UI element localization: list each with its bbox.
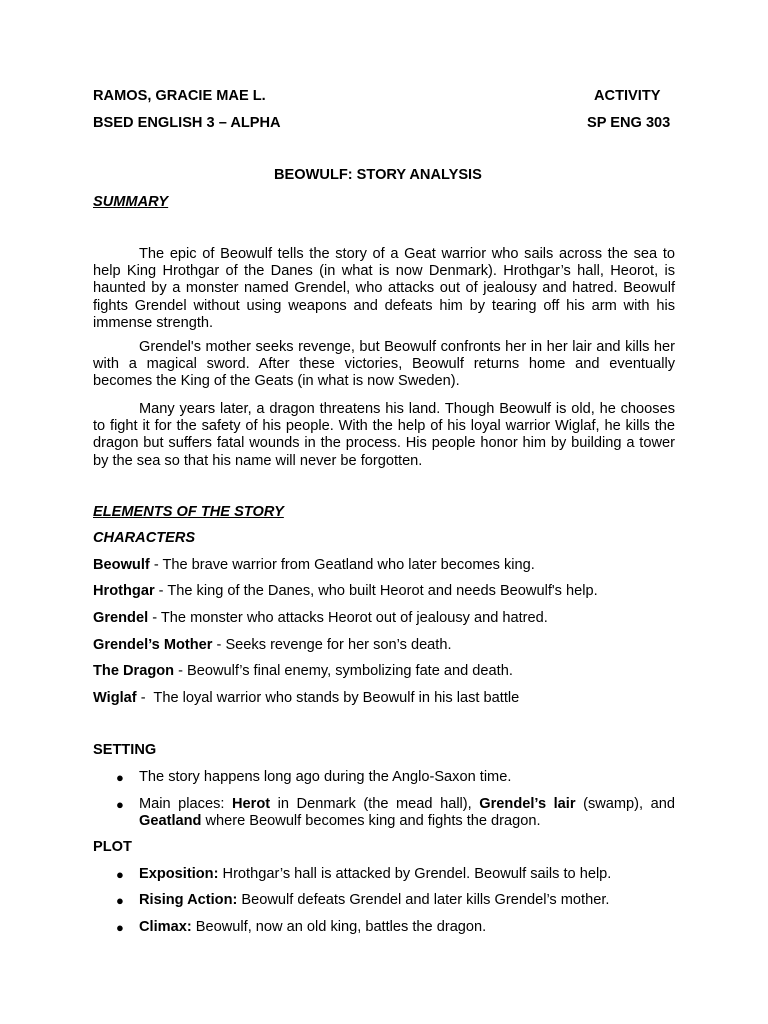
bullet-icon: ● [116, 893, 124, 908]
setting-text: (swamp), and [575, 796, 675, 812]
student-name: RAMOS, GRACIE MAE L. [93, 88, 266, 104]
character-item [93, 610, 548, 627]
character-item [93, 637, 452, 654]
place-grendels-lair: Grendel’s lair [479, 796, 576, 812]
character-name: Grendel’s Mother [93, 637, 213, 653]
character-desc: - Seeks revenge for her son’s death. [212, 637, 452, 653]
setting-item: The story happens long ago during the Anglo-Saxon time. [139, 769, 512, 785]
bullet-icon: ● [116, 920, 124, 935]
bullet-icon: ● [116, 867, 124, 882]
course-section: BSED ENGLISH 3 – ALPHA [93, 115, 281, 131]
character-desc: - The monster who attacks Heorot out of jealousy and hatred. [148, 610, 548, 626]
plot-item [139, 892, 675, 909]
summary-paragraph-2: Grendel's mother seeks revenge, but Beowulf confronts her in her lair and kills her with a magical sword. After these victories, Beowulf returns home and eventually becomes the King of the Geats (in what is now Sweden). [93, 339, 675, 390]
summary-paragraph-1: The epic of Beowulf tells the story of a Geat warrior who sails across the sea to help King Hrothgar of the Danes (in what is now Denmark). Hrothgar’s hall, Heorot, is haunted by a monster named Grendel, who attacks out of jealousy and hatred. Beowulf fights Grendel without using weapons and defeats him by tearing off his arm with his immense strength. [93, 246, 675, 331]
document-title: BEOWULF: STORY ANALYSIS [274, 167, 482, 183]
character-name: Beowulf [93, 557, 150, 573]
bullet-icon: ● [116, 770, 124, 785]
character-item [93, 690, 519, 707]
character-item [93, 663, 513, 680]
plot-heading: PLOT [93, 839, 132, 855]
place-herot: Herot [231, 796, 271, 812]
character-desc: - The loyal warrior who stands by Beowulf in his last battle [136, 690, 520, 706]
characters-heading: CHARACTERS [93, 530, 196, 546]
character-desc: - Beowulf’s final enemy, symbolizing fate and death. [174, 663, 513, 679]
plot-label: Rising Action: [139, 892, 238, 908]
summary-paragraph-3: Many years later, a dragon threatens his land. Though Beowulf is old, he chooses to fight it for the safety of his people. With the help of his loyal warrior Wiglaf, he kills the dragon but suffers fatal wounds in the process. His people honor him by building a tower by the sea so that his name will never be forgotten. [93, 401, 675, 469]
bullet-icon: ● [116, 797, 124, 812]
plot-text: Beowulf defeats Grendel and later kills Grendel’s mother. [237, 892, 610, 908]
character-name: Wiglaf [93, 690, 137, 706]
elements-heading: ELEMENTS OF THE STORY [93, 504, 284, 520]
plot-label: Exposition: [139, 866, 219, 882]
plot-text: Beowulf, now an old king, battles the dragon. [191, 919, 487, 935]
setting-heading: SETTING [93, 742, 157, 758]
setting-text: in Denmark (the mead hall), [270, 796, 480, 812]
character-name: The Dragon [93, 663, 175, 679]
place-geatland: Geatland [139, 813, 202, 830]
character-name: Hrothgar [93, 583, 155, 599]
plot-item [139, 866, 675, 883]
setting-text: where Beowulf becomes king and fights the dragon. [201, 813, 541, 830]
setting-text: Main places: [139, 796, 232, 812]
plot-item [139, 919, 675, 936]
character-desc: - The brave warrior from Geatland who later becomes king. [149, 557, 535, 573]
character-desc: - The king of the Danes, who built Heorot and needs Beowulf's help. [154, 583, 598, 599]
plot-text: Hrothgar’s hall is attacked by Grendel. Beowulf sails to help. [218, 866, 612, 882]
character-item [93, 583, 598, 600]
character-name: Grendel [93, 610, 149, 626]
setting-item [139, 796, 675, 830]
plot-label: Climax: [139, 919, 192, 935]
activity-label: ACTIVITY [594, 88, 661, 104]
summary-heading: SUMMARY [93, 194, 169, 210]
character-item [93, 557, 535, 574]
course-code: SP ENG 303 [587, 115, 671, 131]
